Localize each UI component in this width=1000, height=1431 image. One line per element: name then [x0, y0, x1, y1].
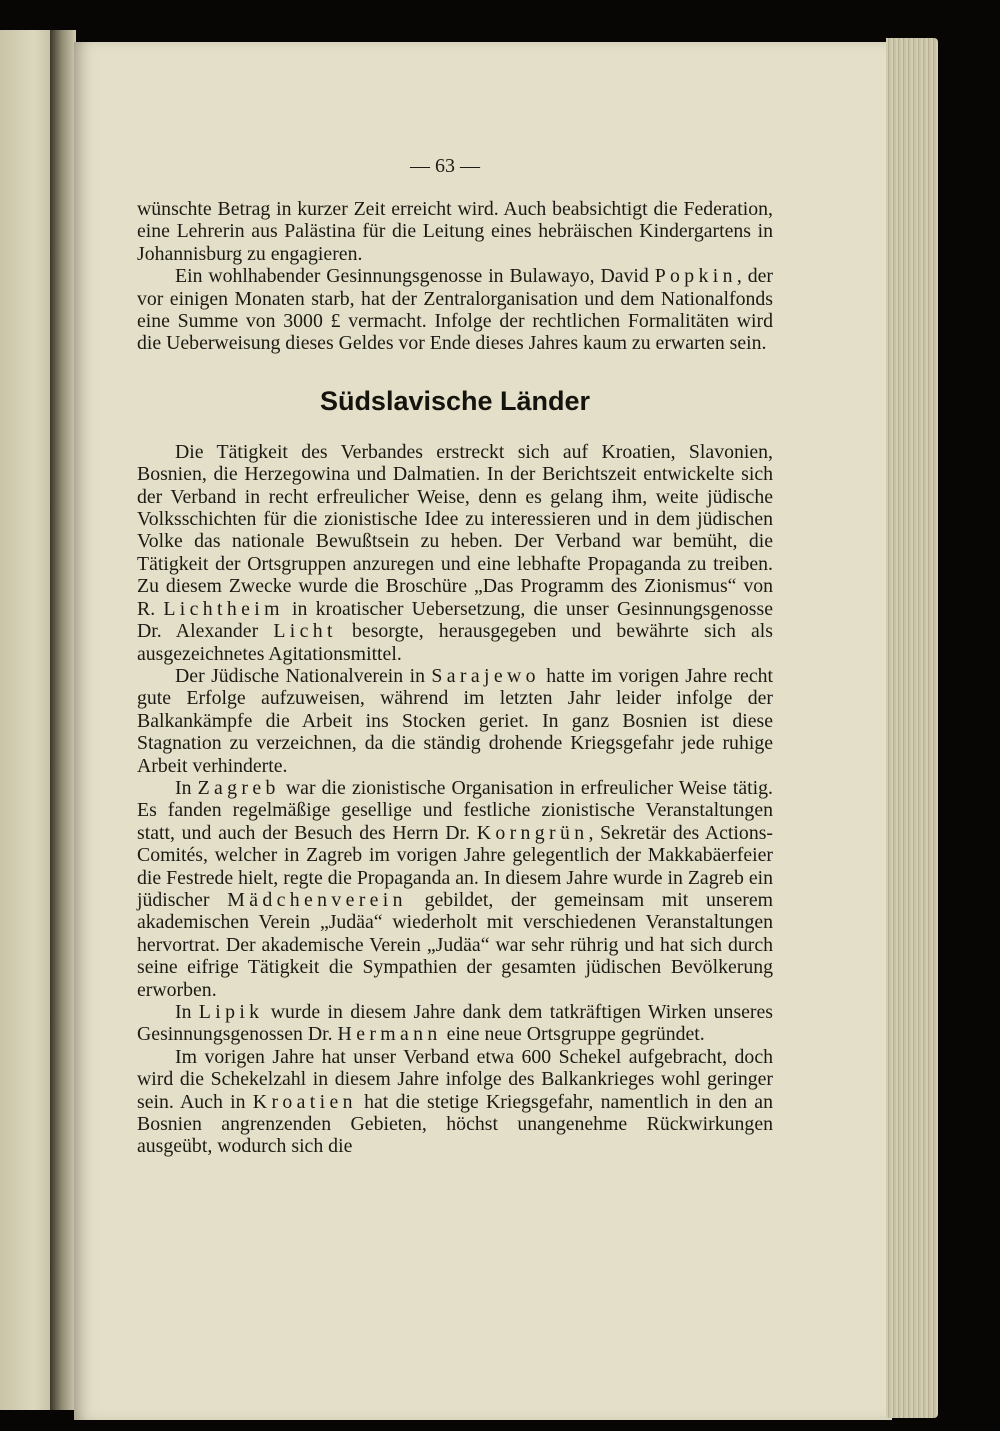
text-run: wünschte Betrag in kurzer Zeit erreicht wird. Auch beabsichtigt die Federation, eine Lehrerin aus Palästina für die Leitung eines hebräischen Kindergartens in Johannisburg zu engagieren.: [137, 198, 773, 265]
paragraph-verband: [137, 441, 773, 665]
paragraph-sarajewo: [137, 665, 773, 777]
spaced-name: Lichtheim: [163, 597, 284, 620]
section-heading: Südslavische Länder: [319, 385, 591, 416]
paragraph-continued: [137, 198, 773, 265]
text-run: eine neue Ortsgruppe gegründet.: [441, 1023, 705, 1046]
page-number: — 63 —: [410, 155, 480, 177]
text-run: In: [175, 776, 198, 799]
page-text: [137, 198, 773, 1158]
text-run: Ein wohlhabender Gesinnungsgenosse in Bulawayo, David: [175, 265, 655, 288]
text-run: hatte im vorigen Jahre recht gute Erfolge aufzuweisen, während im letzten Jahr leider infolge der Balkankämpfe die Arbeit ins Stocken geriet. In ganz Bosnien ist diese Stagnation zu verzeichnen, da die ständig drohende Kriegsgefahr jede ruhige Arbeit verhinderte.: [137, 664, 774, 777]
text-run: Im vorigen Jahre hat unser Verband etwa 600 Schekel aufgebracht, doch wird die Schekelzahl in diesem Jahre infolge des Balkankrieges wohl geringer sein. Auch in: [137, 1045, 773, 1113]
page-stack-edge: [886, 38, 938, 1418]
text-run: , Sekretär des Actions-Comités, welcher in Zagreb im vorigen Jahre gelegentlich der Makkabäerfeier die Festrede hielt, regte die Propaganda an. In diesem Jahre wurde in Zagreb ein jüdischer: [137, 821, 773, 911]
paragraph-schekel: [137, 1046, 773, 1158]
spaced-place: Kroatien: [252, 1090, 357, 1113]
text-run: Der Jüdische Nationalverein in: [175, 664, 432, 687]
text-run: gebildet, der gemeinsam mit unserem akademischen Verein „Judäa“ wiederholt mit verschiedenen Veranstaltungen hervortrat. Der akademische Verein „Judäa“ war sehr rührig und hat sich durch seine eifrige Tätigkeit die Sympathien der gesamten jüdischen Bevölkerung erworben.: [137, 888, 773, 1001]
spaced-name: Hermann: [337, 1023, 442, 1046]
spaced-name: Popkin: [654, 265, 737, 288]
spaced-place: Lipik: [198, 1001, 264, 1023]
spaced-name: Mädchenverein: [227, 888, 407, 911]
text-run: In: [175, 1001, 199, 1023]
spaced-place: Sarajewo: [431, 664, 540, 687]
text-run: , der vor einigen Monaten starb, hat der Zentralorganisation und dem Nationalfonds eine Summe von 3000 £ vermacht. Infolge der rechtlichen Formalitäten wird die Ueberweisung dieses Geldes vor Ende dieses Jahres kaum zu erwarten sein.: [137, 265, 773, 355]
paragraph-bulawayo: [137, 265, 773, 355]
text-run: in kroatischer Uebersetzung, die unser Gesinnungsgenosse Dr. Alexander: [137, 597, 773, 643]
spaced-place: Zagreb: [197, 776, 280, 799]
text-run: besorgte, herausgegeben und bewährte sich als ausgezeichnetes Agitationsmittel.: [137, 620, 773, 665]
text-run: wurde in diesem Jahre dank dem tatkräftigen Wirken unseres Gesinnungsgenossen Dr.: [137, 1001, 773, 1046]
text-run: Die Tätigkeit des Verbandes erstreckt sich auf Kroatien, Slavonien, Bosnien, die Herzegowina und Dalmatien. In der Berichtszeit entwickelte sich der Verband in recht erfreulicher Weise, denn es gelang ihm, weite jüdische Volksschichten für die zionistische Idee zu interessieren und in dem jüdischen Volke das nationale Bewußtsein zu heben. Der Verband war bemüht, die Tätigkeit der Ortsgruppen anzuregen und eine lebhafte Propaganda zu treiben. Zu diesem Zwecke wurde die Broschüre „Das Programm des Zionismus“ von R.: [137, 440, 773, 620]
book-gutter: [50, 30, 76, 1410]
paragraph-lipik: [137, 1001, 773, 1046]
paragraph-zagreb: [137, 777, 773, 1001]
spaced-name: Licht: [273, 620, 337, 643]
spaced-name: Korngrün: [476, 821, 589, 844]
text-run: war die zionistische Organisation in erfreulicher Weise tätig. Es fanden regelmäßige gesellige und festliche zionistische Veranstaltungen statt, und auch der Besuch des Herrn Dr.: [137, 776, 773, 844]
text-run: hat die stetige Kriegsgefahr, namentlich in den an Bosnien angrenzenden Gebieten, höchst unangenehme Rückwirkungen ausgeübt, wodurch sich die: [137, 1090, 773, 1158]
